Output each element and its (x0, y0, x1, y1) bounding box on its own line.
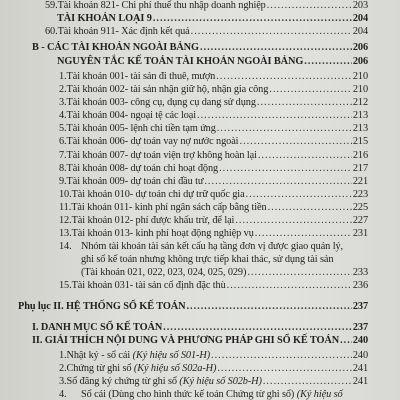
heading-title: NGUYÊN TẮC KẾ TOÁN TÀI KHOẢN NGOÀI BẢNG (57, 56, 304, 67)
entry-number: 4. (59, 389, 67, 400)
dot-leader (263, 376, 352, 388)
section-title: II. GIẢI THÍCH NỘI DUNG VÀ PHƯƠNG PHÁP GHI SỔ KẾ TOÁN (32, 335, 340, 346)
entry-number: 10. (59, 189, 72, 200)
toc-book-2 (59, 363, 368, 375)
appendix-title: Phụ lục II. HỆ THỐNG SỔ KẾ TOÁN (18, 301, 186, 312)
dot-leader (186, 301, 351, 313)
entry-page: 225 (352, 202, 368, 213)
entry-number: 1. (59, 71, 67, 82)
dot-leader (163, 322, 352, 334)
entry-page: 241 (352, 363, 368, 374)
entry-title: Tài khoản 008- dự toán chi hoạt động (66, 163, 219, 174)
dot-leader (204, 176, 351, 188)
entry-title: Tài khoản 031- tài sản cố định đặc thù (71, 280, 226, 291)
entry-title: Tài khoản 011- kinh phí ngân sách cấp bằng tiền (71, 202, 267, 213)
dot-leader (217, 123, 352, 135)
entry-code: (Ký hiệu số (296, 389, 343, 400)
entry-title: Sổ cái (Dùng cho hình thức kế toán Chứng từ ghi sổ) (81, 389, 297, 400)
toc-heading-loai-9 (57, 13, 368, 25)
toc-book-1 (59, 350, 368, 362)
entry-title: Tài khoản 010- dự toán chi dự trữ quốc gia (71, 189, 245, 200)
dot-leader (269, 84, 352, 96)
toc-entry-11 (59, 202, 368, 214)
dot-leader (255, 228, 352, 240)
entry-title: Tài khoản 009- dự toán chi đầu tư (66, 176, 204, 187)
dot-leader (200, 42, 352, 54)
toc-entry-59 (45, 0, 368, 12)
entry-title: Tài khoản 821- Chi phí thuế thu nhập doanh nghiệp (57, 0, 266, 11)
entry-page: 236 (352, 280, 368, 291)
entry-page: 223 (352, 189, 368, 200)
entry-code: (Ký hiệu số S01-H) (132, 350, 211, 361)
entry-number: 12. (59, 215, 72, 226)
entry-title: Tài khoản 003- công cụ, dụng cụ dang sử dụng (66, 97, 256, 108)
dot-leader (211, 350, 352, 362)
toc-heading-nguyen-tac (57, 56, 368, 68)
entry-page: 204 (352, 26, 368, 37)
entry-page: 210 (352, 71, 368, 82)
entry-title-line-1: Nhóm tài khoản tài sản kết cấu hạ tầng đơn vị được giao quản lý, (81, 241, 343, 252)
entry-title: Tài khoản 911- Xác định kết quả (57, 26, 190, 37)
toc-entry-7 (59, 150, 368, 162)
entry-page: 216 (352, 150, 368, 161)
dot-leader (267, 0, 352, 12)
toc-entry-4 (59, 110, 368, 122)
dot-leader (227, 280, 352, 292)
dot-leader (258, 150, 352, 162)
toc-entry-5 (59, 123, 368, 135)
dot-leader (247, 267, 352, 279)
entry-number: 2. (59, 84, 67, 95)
entry-number: 14. (59, 241, 72, 252)
entry-title: Tài khoản 006- dự toán vay nợ nước ngoài (66, 136, 239, 147)
section-page: 206 (352, 42, 368, 53)
toc-entry-10 (59, 189, 368, 201)
dot-leader (239, 136, 351, 148)
entry-number: 60. (45, 26, 58, 37)
heading-page: 206 (352, 56, 368, 67)
toc-entry-15 (59, 280, 368, 292)
entry-page: 213 (352, 123, 368, 134)
entry-page: 203 (352, 0, 368, 11)
entry-title: Nhật ký - sổ cái (66, 350, 133, 361)
toc-entry-60 (45, 26, 368, 38)
entry-title: Tài khoản 013- kinh phí hoạt động nghiệp vụ (71, 228, 254, 239)
toc-entry-6 (59, 136, 368, 148)
toc-entry-2 (59, 84, 368, 96)
entry-number: 8. (59, 163, 67, 174)
entry-number: 13. (59, 228, 72, 239)
section-page: 237 (352, 322, 368, 333)
entry-page: 221 (352, 176, 368, 187)
dot-leader (246, 189, 352, 201)
entry-title: Tài khoản 004- ngoại tệ các loại (66, 110, 196, 121)
dot-leader (197, 110, 352, 122)
entry-number: 15. (59, 280, 72, 291)
dot-leader (219, 163, 352, 175)
dot-leader (268, 202, 352, 214)
entry-title-line-2: ghi số kế toán nhưng không trực tiếp khai thác, sử dụng tài sản (81, 254, 334, 265)
entry-title: Tài khoản 007- dự toán viện trợ không hoàn lại (66, 150, 257, 161)
entry-page: 217 (352, 163, 368, 174)
dot-leader (191, 26, 352, 38)
dot-leader (153, 13, 352, 25)
toc-entry-8 (59, 163, 368, 175)
entry-title: Tài khoản 002- tài sản nhận giữ hộ, nhận gia công (66, 84, 269, 95)
dot-leader (257, 97, 352, 109)
heading-title: TÀI KHOẢN LOẠI 9 (57, 13, 152, 24)
toc-entry-14-line-1 (59, 241, 343, 253)
entry-number: 4. (59, 110, 67, 121)
section-title: B - CÁC TÀI KHOẢN NGOÀI BẢNG (32, 42, 199, 53)
toc-appendix-2 (18, 301, 368, 313)
dot-leader (217, 363, 351, 375)
section-title: I. DANH MỤC SỔ KẾ TOÁN (32, 322, 163, 333)
appendix-page: 237 (352, 301, 368, 312)
entry-number: 6. (59, 136, 67, 147)
toc-entry-14-line-2 (81, 254, 333, 266)
entry-title: Chứng từ ghi sổ (66, 363, 134, 374)
entry-number: 59. (45, 0, 58, 11)
entry-title: Tài khoản 005- lệnh chi tiền tạm ứng (66, 123, 216, 134)
entry-page: 233 (352, 267, 368, 278)
entry-number: 3. (59, 376, 67, 387)
dot-leader (216, 71, 352, 83)
entry-title: Sổ đăng ký chứng từ ghi sổ (66, 376, 180, 387)
entry-page: 240 (352, 350, 368, 361)
entry-number: 7. (59, 150, 67, 161)
entry-number: 11. (59, 202, 72, 213)
toc-entry-9 (59, 176, 368, 188)
entry-page: 231 (352, 228, 368, 239)
entry-number: 1. (59, 350, 67, 361)
entry-page: 227 (352, 215, 368, 226)
heading-page: 204 (352, 13, 368, 24)
entry-title: Tài khoản 001- tài sản đi thuê, mượn (66, 71, 216, 82)
entry-number: 2. (59, 363, 67, 374)
entry-title-line-3: (Tài khoản 021, 022, 023, 024, 025, 029) (81, 267, 247, 278)
toc-entry-14-line-3 (81, 267, 368, 279)
entry-page: 215 (352, 136, 368, 147)
toc-entry-1 (59, 71, 368, 83)
entry-page: 212 (352, 97, 368, 108)
toc-entry-12 (59, 215, 368, 227)
entry-page: 210 (352, 84, 368, 95)
toc-section-i (32, 322, 368, 334)
dot-leader (235, 215, 352, 227)
dot-leader (340, 335, 352, 347)
entry-title: Tài khoản 012- phí được khấu trừ, để lại (71, 215, 235, 226)
toc-entry-3 (59, 97, 368, 109)
section-page: 240 (352, 335, 368, 346)
entry-number: 5. (59, 123, 67, 134)
entry-number: 3. (59, 97, 67, 108)
entry-page: 241 (352, 376, 368, 387)
dot-leader (304, 56, 352, 68)
toc-section-ii (32, 335, 368, 347)
toc-section-b (32, 42, 368, 54)
toc-book-3 (59, 376, 368, 388)
entry-code: (Ký hiệu số S02a-H) (133, 363, 217, 374)
entry-page: 213 (352, 110, 368, 121)
entry-number: 9. (59, 176, 67, 187)
toc-book-4 (59, 389, 343, 400)
toc-entry-13 (59, 228, 368, 240)
entry-code: (Ký hiệu số S02b-H) (179, 376, 262, 387)
